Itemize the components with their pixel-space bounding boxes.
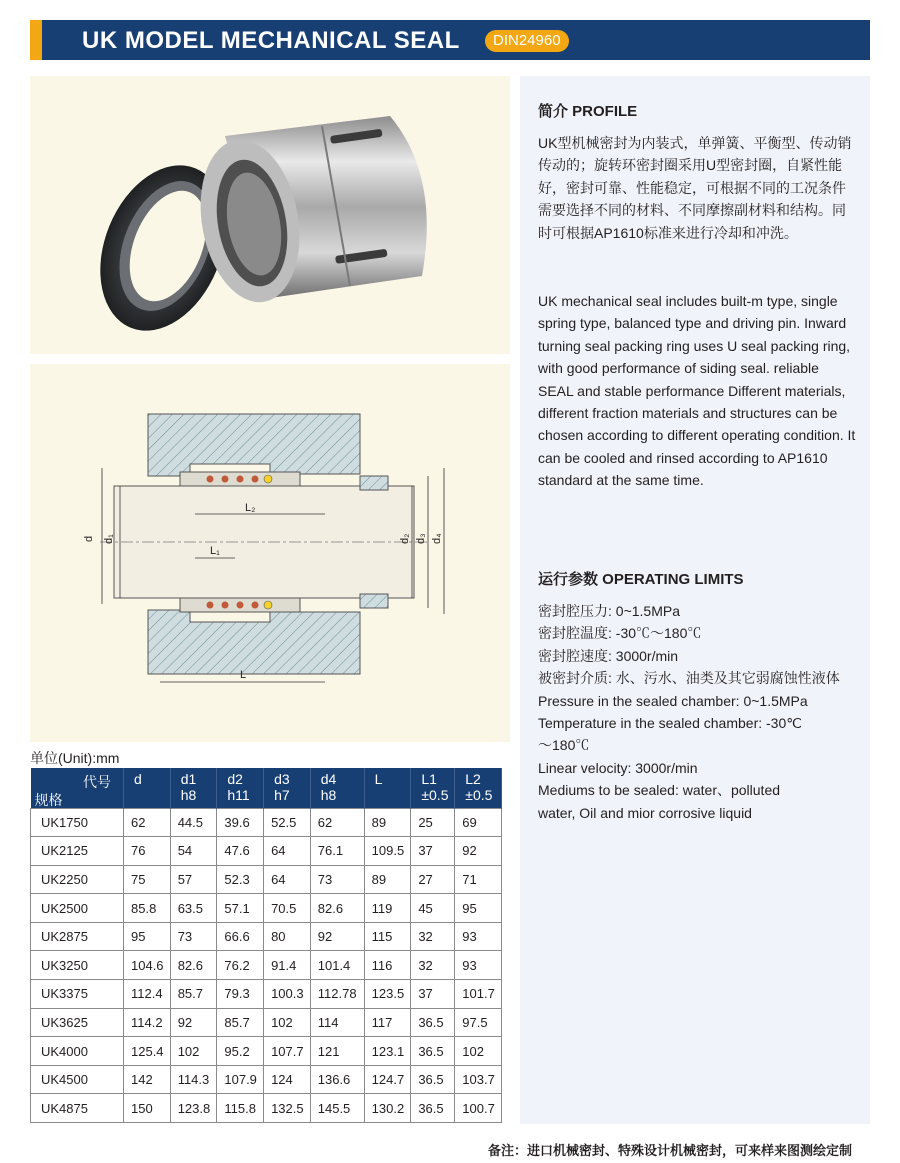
- value-cell: 73: [170, 922, 217, 951]
- value-cell: 114: [310, 1008, 364, 1037]
- value-cell: 130.2: [364, 1094, 411, 1123]
- value-cell: 80: [264, 922, 311, 951]
- value-cell: 85.7: [217, 1008, 264, 1037]
- gland-bottom: [360, 594, 388, 608]
- model-cell: UK1750: [31, 808, 124, 837]
- value-cell: 100.7: [455, 1094, 502, 1123]
- value-cell: 103.7: [455, 1065, 502, 1094]
- value-cell: 114.2: [124, 1008, 171, 1037]
- value-cell: 150: [124, 1094, 171, 1123]
- value-cell: 95: [124, 922, 171, 951]
- value-cell: 92: [455, 837, 502, 866]
- label-l: L: [240, 669, 247, 681]
- value-cell: 112.4: [124, 980, 171, 1009]
- value-cell: 121: [310, 1037, 364, 1066]
- label-d2: d₂: [399, 533, 411, 544]
- value-cell: 75: [124, 865, 171, 894]
- value-cell: 62: [310, 808, 364, 837]
- limit-line: 密封腔速度: 3000r/min: [538, 647, 679, 664]
- model-cell: UK2125: [31, 837, 124, 866]
- value-cell: 136.6: [310, 1065, 364, 1094]
- profile-text-cn: UK型机械密封为内装式，单弹簧、平衡型、传动销传动的；旋转环密封圈采用U型密封圈，自紧性能好，密封可靠、性能稳定，可根据不同的工况条件需要选择不同的材料、不同摩擦副材料和结构。同时可根据AP1610标准来进行冷却和冲洗。: [538, 135, 852, 241]
- header-col: L1 ±0.5: [411, 768, 455, 808]
- header-col: d2 h11: [217, 768, 264, 808]
- value-cell: 123.8: [170, 1094, 217, 1123]
- value-cell: 107.7: [264, 1037, 311, 1066]
- value-cell: 32: [411, 922, 455, 951]
- label-d: d: [83, 535, 95, 542]
- table-row: [31, 837, 502, 866]
- page-title: UK MODEL MECHANICAL SEAL: [82, 27, 460, 54]
- value-cell: 109.5: [364, 837, 411, 866]
- table-row: [31, 951, 502, 980]
- value-cell: 102: [264, 1008, 311, 1037]
- value-cell: 92: [170, 1008, 217, 1037]
- dimension-table: [30, 768, 502, 1123]
- value-cell: 95.2: [217, 1037, 264, 1066]
- limits-list: [538, 600, 858, 824]
- product-photo: [30, 76, 510, 354]
- value-cell: 71: [455, 865, 502, 894]
- table-row: [31, 1065, 502, 1094]
- model-cell: UK2250: [31, 865, 124, 894]
- value-cell: 125.4: [124, 1037, 171, 1066]
- limit-line: Temperature in the sealed chamber: -30℃: [538, 715, 802, 732]
- value-cell: 102: [170, 1037, 217, 1066]
- limit-line: 被密封介质: 水、污水、油类及其它弱腐蚀性液体: [538, 670, 840, 687]
- value-cell: 76.2: [217, 951, 264, 980]
- limit-line: ～180℃: [538, 737, 590, 754]
- value-cell: 93: [455, 951, 502, 980]
- housing-bottom: [148, 610, 360, 674]
- header-col: L: [364, 768, 411, 808]
- table-row: [31, 1094, 502, 1123]
- model-cell: UK3625: [31, 1008, 124, 1037]
- value-cell: 37: [411, 837, 455, 866]
- model-cell: UK4000: [31, 1037, 124, 1066]
- model-cell: UK2875: [31, 922, 124, 951]
- value-cell: 85.8: [124, 894, 171, 923]
- value-cell: 47.6: [217, 837, 264, 866]
- header-spec: 规格: [34, 792, 63, 808]
- value-cell: 64: [264, 837, 311, 866]
- gland-top: [360, 476, 388, 490]
- model-cell: UK4500: [31, 1065, 124, 1094]
- table-row: [31, 1037, 502, 1066]
- value-cell: 101.7: [455, 980, 502, 1009]
- header-code: 代号: [83, 774, 111, 790]
- value-cell: 115.8: [217, 1094, 264, 1123]
- value-cell: 27: [411, 865, 455, 894]
- unit-label: 单位(Unit):mm: [30, 750, 120, 766]
- value-cell: 63.5: [170, 894, 217, 923]
- header-col: L2 ±0.5: [455, 768, 502, 808]
- cross-section-drawing: [30, 364, 510, 742]
- value-cell: 123.1: [364, 1037, 411, 1066]
- value-cell: 145.5: [310, 1094, 364, 1123]
- value-cell: 107.9: [217, 1065, 264, 1094]
- value-cell: 45: [411, 894, 455, 923]
- value-cell: 104.6: [124, 951, 171, 980]
- model-cell: UK2500: [31, 894, 124, 923]
- value-cell: 89: [364, 865, 411, 894]
- value-cell: 62: [124, 808, 171, 837]
- title-bar: [30, 20, 870, 60]
- standard-badge: DIN24960: [485, 30, 569, 52]
- table-row: [31, 980, 502, 1009]
- table-header-row: [31, 768, 502, 808]
- value-cell: 82.6: [170, 951, 217, 980]
- header-col: d: [124, 768, 171, 808]
- header-code-spec: [31, 768, 124, 808]
- value-cell: 70.5: [264, 894, 311, 923]
- table-row: [31, 922, 502, 951]
- value-cell: 76.1: [310, 837, 364, 866]
- limit-line: Mediums to be sealed: water、polluted: [538, 782, 781, 799]
- profile-text-en: UK mechanical seal includes built-m type, single spring type, balanced type and driving pin. Inward turning seal packing ring uses U seal packing ring, with good performance of siding seal. reliable SEAL and stable performance Different materials, different fraction materials and structures can be chosen according to different operating condition. It can be cooled and rinsed according to AP1610 standard at the same time.: [538, 293, 856, 489]
- value-cell: 124.7: [364, 1065, 411, 1094]
- limit-line: Pressure in the sealed chamber: 0~1.5MPa: [538, 692, 808, 709]
- value-cell: 54: [170, 837, 217, 866]
- value-cell: 124: [264, 1065, 311, 1094]
- limit-line: Linear velocity: 3000r/min: [538, 759, 698, 776]
- model-cell: UK3250: [31, 951, 124, 980]
- limit-line: water, Oil and mior corrosive liquid: [538, 804, 752, 821]
- table-row: [31, 865, 502, 894]
- model-cell: UK3375: [31, 980, 124, 1009]
- value-cell: 39.6: [217, 808, 264, 837]
- value-cell: 57: [170, 865, 217, 894]
- value-cell: 32: [411, 951, 455, 980]
- value-cell: 36.5: [411, 1065, 455, 1094]
- value-cell: 64: [264, 865, 311, 894]
- value-cell: 91.4: [264, 951, 311, 980]
- value-cell: 119: [364, 894, 411, 923]
- cross-section-svg: [30, 364, 510, 742]
- value-cell: 116: [364, 951, 411, 980]
- table-row: [31, 894, 502, 923]
- value-cell: 36.5: [411, 1008, 455, 1037]
- value-cell: 115: [364, 922, 411, 951]
- housing-top: [148, 414, 360, 476]
- value-cell: 93: [455, 922, 502, 951]
- value-cell: 66.6: [217, 922, 264, 951]
- value-cell: 102: [455, 1037, 502, 1066]
- value-cell: 123.5: [364, 980, 411, 1009]
- label-d4: d₄: [431, 533, 443, 544]
- value-cell: 44.5: [170, 808, 217, 837]
- value-cell: 142: [124, 1065, 171, 1094]
- label-l2: L₂: [245, 502, 256, 514]
- label-l1: L₁: [210, 545, 220, 557]
- value-cell: 73: [310, 865, 364, 894]
- value-cell: 57.1: [217, 894, 264, 923]
- seal-photo-illustration: [30, 76, 510, 354]
- value-cell: 37: [411, 980, 455, 1009]
- title-accent-stripe: [30, 20, 42, 60]
- header-col: d1 h8: [170, 768, 217, 808]
- value-cell: 132.5: [264, 1094, 311, 1123]
- value-cell: 82.6: [310, 894, 364, 923]
- value-cell: 85.7: [170, 980, 217, 1009]
- info-panel: [520, 76, 870, 1124]
- value-cell: 114.3: [170, 1065, 217, 1094]
- value-cell: 79.3: [217, 980, 264, 1009]
- value-cell: 89: [364, 808, 411, 837]
- value-cell: 69: [455, 808, 502, 837]
- model-cell: UK4875: [31, 1094, 124, 1123]
- limit-line: 密封腔压力: 0~1.5MPa: [538, 603, 680, 619]
- profile-heading: 简介 PROFILE: [538, 103, 638, 120]
- value-cell: 92: [310, 922, 364, 951]
- table-body: [31, 808, 502, 1123]
- value-cell: 97.5: [455, 1008, 502, 1037]
- value-cell: 36.5: [411, 1037, 455, 1066]
- limits-heading: 运行参数 OPERATING LIMITS: [538, 571, 744, 588]
- value-cell: 52.5: [264, 808, 311, 837]
- value-cell: 117: [364, 1008, 411, 1037]
- label-d1: d₁: [103, 534, 115, 544]
- footnote: 备注：进口机械密封、特殊设计机械密封，可来样来图测绘定制: [487, 1143, 852, 1158]
- value-cell: 25: [411, 808, 455, 837]
- value-cell: 76: [124, 837, 171, 866]
- table-row: [31, 1008, 502, 1037]
- value-cell: 101.4: [310, 951, 364, 980]
- table-row: [31, 808, 502, 837]
- header-col: d4 h8: [310, 768, 364, 808]
- header-col: d3 h7: [264, 768, 311, 808]
- value-cell: 36.5: [411, 1094, 455, 1123]
- value-cell: 112.78: [310, 980, 364, 1009]
- value-cell: 95: [455, 894, 502, 923]
- label-d3: d₃: [415, 533, 427, 544]
- value-cell: 100.3: [264, 980, 311, 1009]
- value-cell: 52.3: [217, 865, 264, 894]
- limit-line: 密封腔温度: -30℃～180℃: [538, 625, 702, 642]
